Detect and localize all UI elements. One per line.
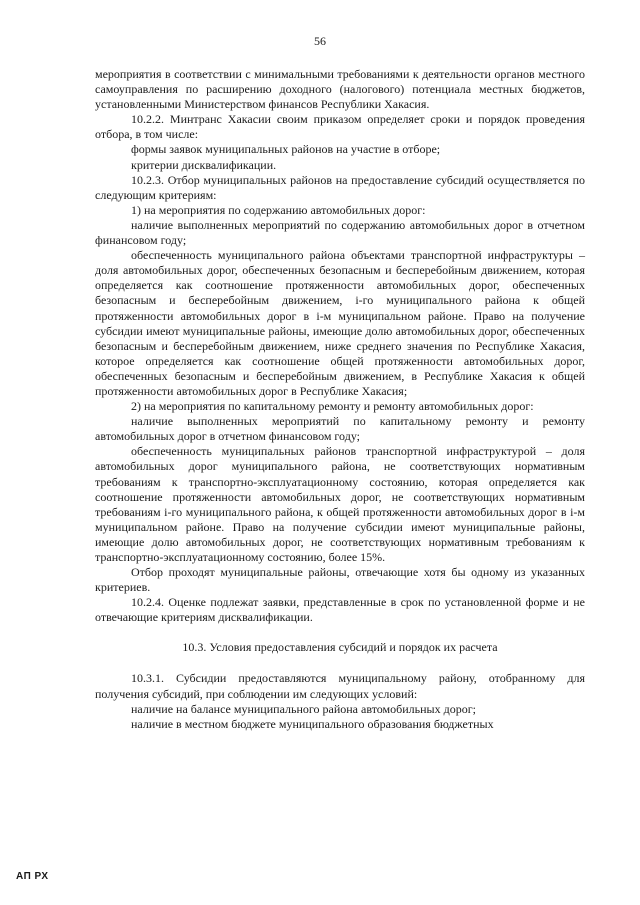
paragraph-selection-rule: Отбор проходят муниципальные районы, отвечающие хотя бы одному из указанных критериев. bbox=[95, 565, 585, 595]
document-body bbox=[95, 67, 585, 732]
list-item-disqualification-criteria: критерии дисквалификации. bbox=[131, 157, 277, 172]
criterion-maintenance-infrastructure: обеспеченность муниципального района объектами транспортной инфраструктуры – доля автомобильных дорог, обеспеченных безопасным и бесперебойным движением, которая определяется как соотношение протяженности автомобильных дорог, обеспеченных безопасным и бесперебойным движением, i-го муниципального района к общей протяженности автомобильных дорог в i-м муниципальном районе. Право на получение субсидии имеют муниципальные районы, имеющие долю автомобильных дорог, обеспеченных безопасным и бесперебойным движением, ниже среднего значения по Республике Хакасия, которое определяется как соотношение общей протяженности автомобильных дорог, обеспеченных безопасным и бесперебойным движением, в Республике Хакасия к общей протяженности автомобильных дорог в Республике Хакасия; bbox=[95, 248, 585, 398]
criterion-repair-completed: наличие выполненных мероприятий по капитальному ремонту и ремонту автомобильных дорог в отчетном финансовом году; bbox=[95, 414, 585, 444]
criterion-repair-infrastructure: обеспеченность муниципальных районов транспортной инфраструктурой – доля автомобильных дорог муниципального района, не соответствующих нормативным требованиям к транспортно-эксплуатационному состоянию, которая определяется как соотношение протяженности автомобильных дорог, не соответствующих нормативным требованиям i-го муниципального района, к общей протяженности автомобильных дорог в i-м муниципальном районе. Право на получение субсидии имеют муниципальные районы, имеющие долю автомобильных дорог, не соответствующих нормативным требованиям к транспортно-эксплуатационному состоянию, более 15%. bbox=[95, 444, 585, 564]
list-item-application-forms: формы заявок муниципальных районов на участие в отборе; bbox=[131, 142, 441, 157]
footer-stamp: АП РХ bbox=[16, 871, 49, 882]
paragraph-10-2-4: 10.2.4. Оценке подлежат заявки, представленные в срок по установленной форме и не отвечающие критериям дисквалификации. bbox=[95, 595, 585, 625]
paragraph-10-3-1: 10.3.1. Субсидии предоставляются муниципальному району, отобранному для получения субсидий, при соблюдении им следующих условий: bbox=[95, 671, 585, 701]
criteria-group-maintenance: 1) на мероприятия по содержанию автомобильных дорог: bbox=[131, 202, 426, 217]
condition-roads-on-balance: наличие на балансе муниципального района автомобильных дорог; bbox=[131, 701, 476, 716]
criteria-group-repair: 2) на мероприятия по капитальному ремонту и ремонту автомобильных дорог: bbox=[131, 399, 534, 414]
condition-local-budget: наличие в местном бюджете муниципального образования бюджетных bbox=[131, 716, 494, 731]
paragraph-10-2-3: 10.2.3. Отбор муниципальных районов на предоставление субсидий осуществляется по следующим критериям: bbox=[95, 172, 585, 202]
page-number: 56 bbox=[314, 34, 326, 48]
paragraph-10-2-2: 10.2.2. Минтранс Хакасии своим приказом определяет сроки и порядок проведения отбора, в том числе: bbox=[95, 112, 585, 142]
criterion-maintenance-completed: наличие выполненных мероприятий по содержанию автомобильных дорог в отчетном финансовом году; bbox=[95, 217, 585, 248]
section-heading-10-3: 10.3. Условия предоставления субсидий и порядок их расчета bbox=[182, 640, 498, 655]
paragraph-continuation: мероприятия в соответствии с минимальными требованиями к деятельности органов местного самоуправления по расширению доходного (налогового) потенциала местных бюджетов, установленными Министерством финансов Республики Хакасия. bbox=[95, 67, 585, 112]
